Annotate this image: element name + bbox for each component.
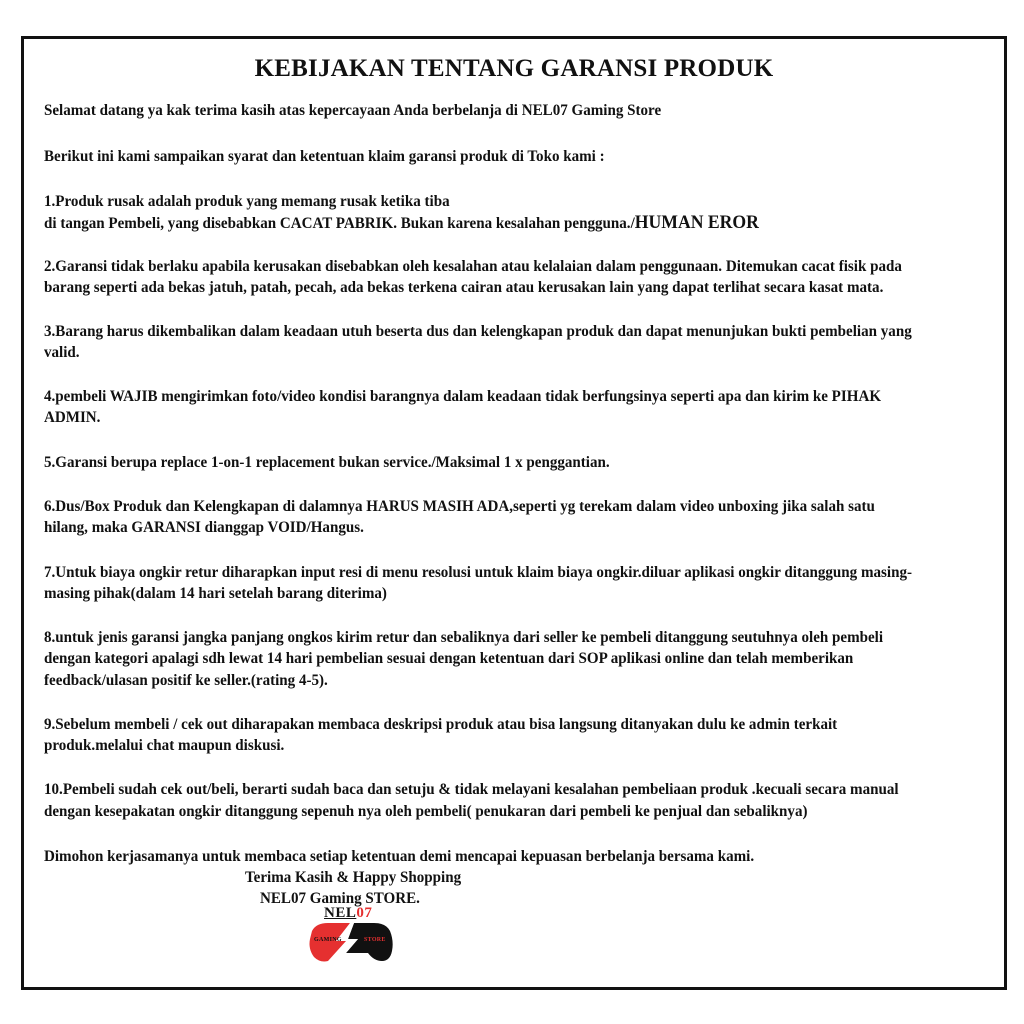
rule-line: masing pihak(dalam 14 hari setelah barang diterima) bbox=[44, 584, 387, 602]
rule-line: 10.Pembeli sudah cek out/beli, berarti sudah baca dan setuju & tidak melayani kesalahan pembeliaan produk .kecuali secara manual bbox=[44, 780, 899, 798]
closing-text: Dimohon kerjasamanya untuk membaca setiap ketentuan demi mencapai kepuasan berbelanja bersama kami. bbox=[44, 847, 755, 865]
signature-text: NEL07 Gaming STORE. bbox=[260, 889, 420, 907]
rule-line: dengan kesepakatan ongkir ditanggung sepenuh nya oleh pembeli( penukaran dari pembeli ke penjual dan sebaliknya) bbox=[44, 802, 808, 820]
rule-line: hilang, maka GARANSI dianggap VOID/Hangus. bbox=[44, 518, 364, 536]
rule-line: 6.Dus/Box Produk dan Kelengkapan di dalamnya HARUS MASIH ADA,seperti yg terekam dalam video unboxing jika salah satu bbox=[44, 497, 875, 515]
page-title: KEBIJAKAN TENTANG GARANSI PRODUK bbox=[254, 55, 774, 82]
rule-line: valid. bbox=[44, 343, 80, 361]
rule-line: 2.Garansi tidak berlaku apabila kerusakan disebabkan oleh kesalahan atau kelalaian dalam penggunaan. Ditemukan cacat fisik pada bbox=[44, 257, 902, 275]
logo-brand-prefix: NEL bbox=[324, 905, 357, 921]
rule-line: ADMIN. bbox=[44, 408, 101, 426]
rule-line: barang seperti ada bekas jatuh, patah, pecah, ada bekas terkena cairan atau kerusakan lain yang dapat terlihat secara kasat mata. bbox=[44, 278, 884, 296]
rule-line: 1.Produk rusak adalah produk yang memang rusak ketika tiba bbox=[44, 192, 450, 210]
policy-document bbox=[21, 36, 1007, 990]
lead-text: Berikut ini kami sampaikan syarat dan ketentuan klaim garansi produk di Toko kami : bbox=[44, 147, 605, 165]
store-logo bbox=[306, 905, 396, 965]
intro-text: Selamat datang ya kak terima kasih atas kepercayaan Anda berbelanja di NEL07 Gaming Store bbox=[44, 101, 662, 119]
rule-line: dengan kategori apalagi sdh lewat 14 hari pembelian sesuai dengan ketentuan dari SOP aplikasi online dan telah memberikan bbox=[44, 649, 854, 667]
rule-line: feedback/ulasan positif ke seller.(rating 4-5). bbox=[44, 671, 328, 689]
thanks-text: Terima Kasih & Happy Shopping bbox=[245, 868, 462, 886]
rule-line bbox=[44, 212, 759, 234]
rule-line: 5.Garansi berupa replace 1-on-1 replacement bukan service./Maksimal 1 x penggantian. bbox=[44, 453, 610, 471]
rule-line: produk.melalui chat maupun diskusi. bbox=[44, 736, 285, 754]
rule-line: 8.untuk jenis garansi jangka panjang ongkos kirim retur dan sebaliknya dari seller ke pembeli ditanggung seutuhnya oleh pembeli bbox=[44, 628, 884, 646]
rule-line: 3.Barang harus dikembalikan dalam keadaan utuh beserta dus dan kelengkapan produk dan dapat menunjukan bukti pembelian yang bbox=[44, 322, 912, 340]
rule-line: 9.Sebelum membeli / cek out diharapakan membaca deskripsi produk atau bisa langsung ditanyakan dulu ke admin terkait bbox=[44, 715, 838, 733]
logo-label-store: STORE bbox=[364, 937, 386, 943]
logo-brand-number: 07 bbox=[356, 905, 373, 921]
rule-emphasis: HUMAN EROR bbox=[634, 212, 759, 233]
logo-label-gaming: GAMING bbox=[314, 937, 342, 943]
rule-text: di tangan Pembeli, yang disebabkan CACAT PABRIK. Bukan karena kesalahan pengguna./ bbox=[44, 214, 635, 232]
rule-line: 7.Untuk biaya ongkir retur diharapkan input resi di menu resolusi untuk klaim biaya ongkir.diluar aplikasi ongkir ditanggung masing- bbox=[44, 563, 912, 581]
rule-line: 4.pembeli WAJIB mengirimkan foto/video kondisi barangnya dalam keadaan tidak berfungsinya seperti apa dan kirim ke PIHAK bbox=[44, 387, 882, 405]
